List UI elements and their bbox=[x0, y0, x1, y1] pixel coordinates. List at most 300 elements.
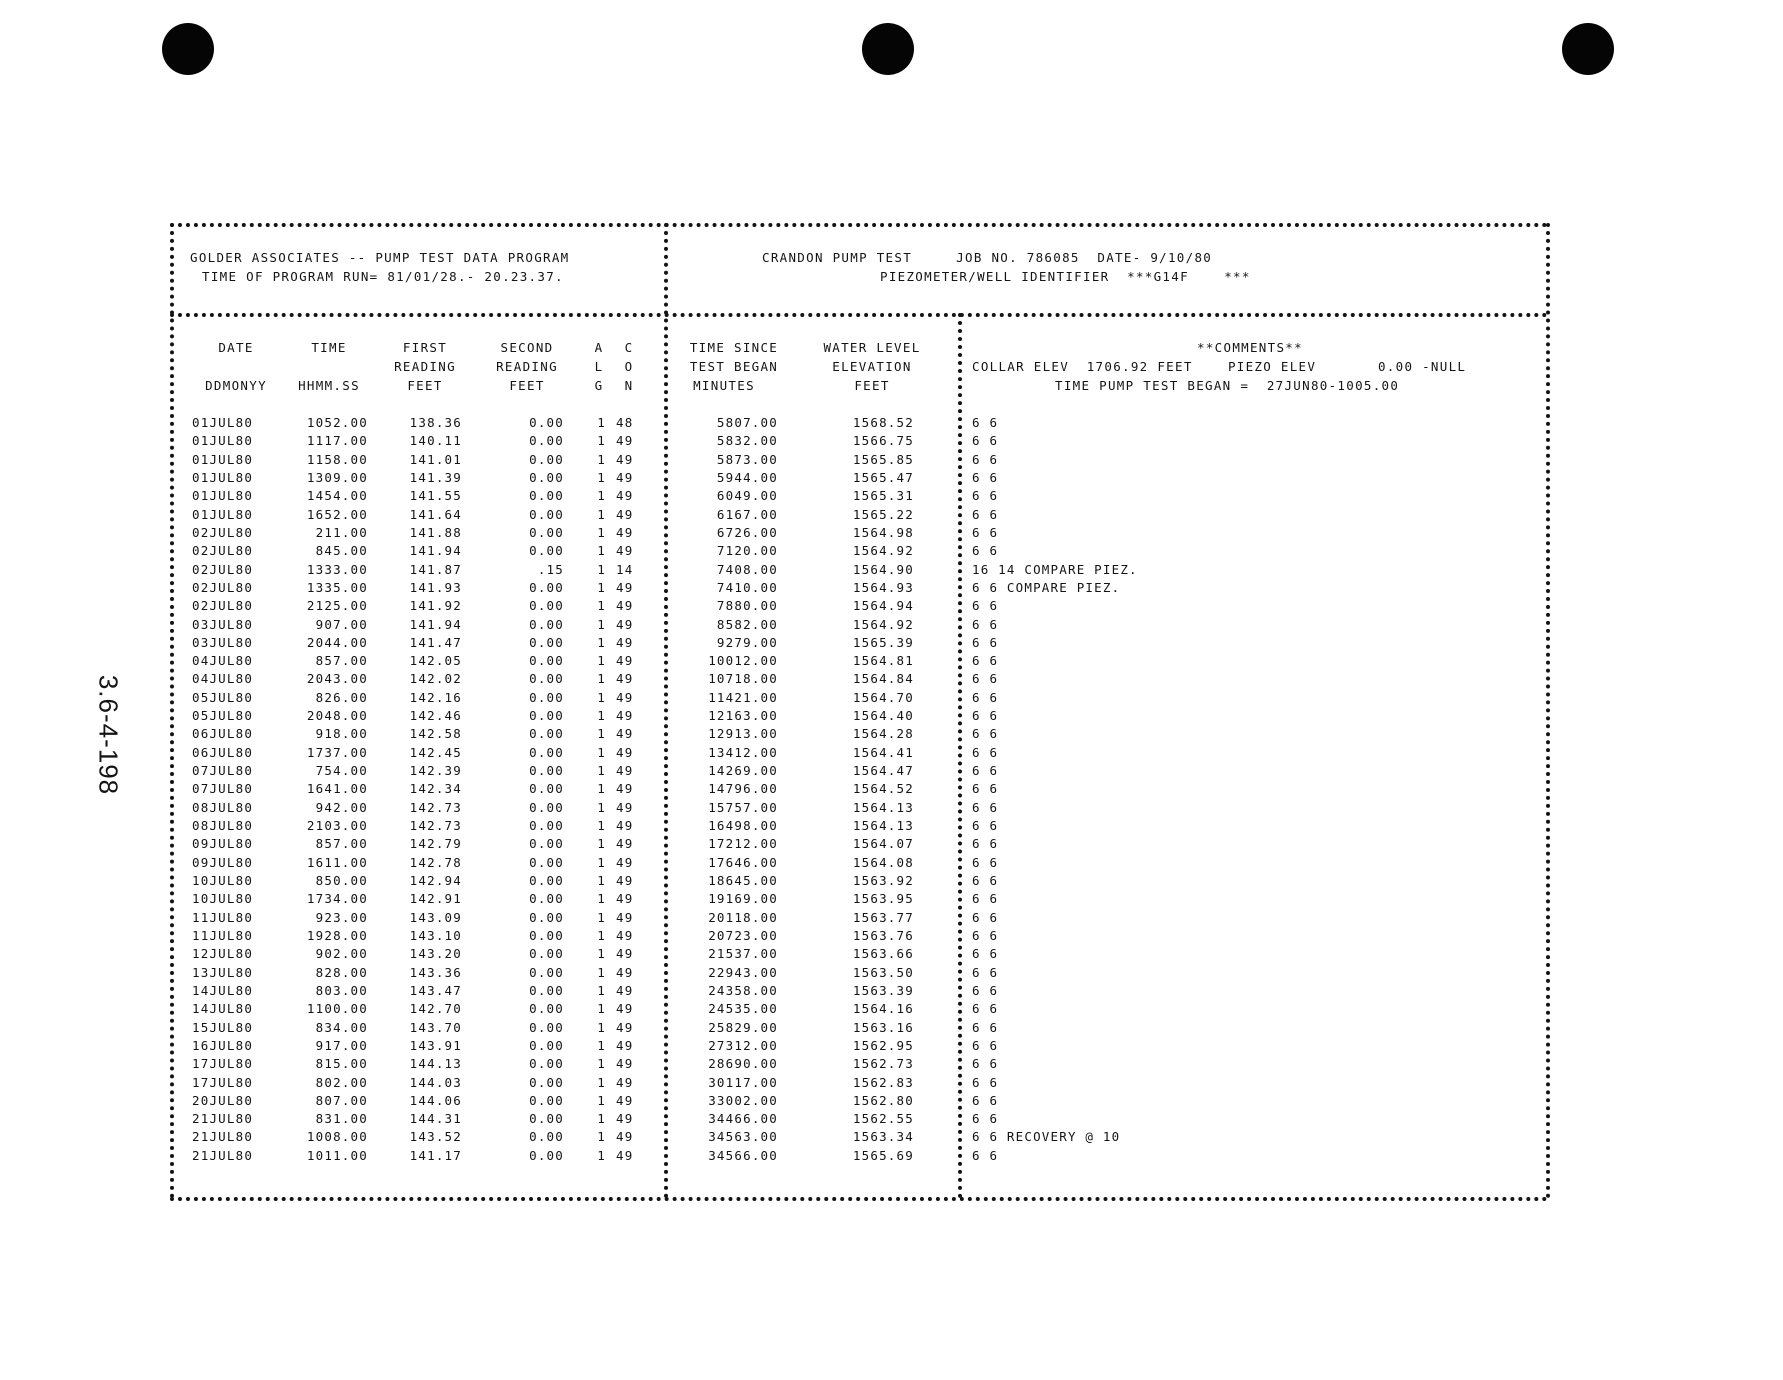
table-row bbox=[188, 800, 1528, 815]
cell-con: 49 bbox=[616, 799, 634, 815]
cell-comment: 6 6 bbox=[972, 1074, 999, 1090]
pump-test-start: TIME PUMP TEST BEGAN = 27JUN80-1005.00 bbox=[1055, 378, 1400, 393]
table-row bbox=[188, 671, 1528, 686]
cell-con: 49 bbox=[616, 763, 634, 779]
cell-second-reading: 0.00 bbox=[529, 634, 564, 650]
header-divider bbox=[170, 313, 1548, 317]
cell-first-reading: 140.11 bbox=[409, 433, 462, 449]
cell-date: 14JUL80 bbox=[192, 982, 254, 998]
cell-second-reading: 0.00 bbox=[529, 1056, 564, 1072]
cell-first-reading: 138.36 bbox=[409, 415, 462, 430]
cell-time-since: 12913.00 bbox=[708, 726, 778, 742]
cell-date: 06JUL80 bbox=[192, 744, 254, 760]
cell-comment: 6 6 bbox=[972, 818, 999, 834]
table-row bbox=[188, 653, 1528, 668]
table-row bbox=[188, 1111, 1528, 1126]
cell-time: 923.00 bbox=[315, 909, 368, 925]
cell-first-reading: 143.20 bbox=[409, 946, 462, 962]
frame-top-border bbox=[170, 223, 1548, 227]
cell-time-since: 12163.00 bbox=[708, 708, 778, 724]
cell-elevation: 1565.39 bbox=[852, 634, 914, 650]
table-row bbox=[188, 1075, 1528, 1090]
cell-time: 857.00 bbox=[315, 653, 368, 669]
cell-alg: 1 bbox=[597, 689, 606, 705]
cell-con: 49 bbox=[616, 1019, 634, 1035]
cell-time: 1158.00 bbox=[306, 451, 368, 467]
table-row bbox=[188, 452, 1528, 467]
table-row bbox=[188, 635, 1528, 650]
cell-time: 1309.00 bbox=[306, 469, 368, 485]
cell-first-reading: 143.36 bbox=[409, 964, 462, 980]
frame-bottom-border bbox=[170, 1197, 1548, 1201]
cell-first-reading: 143.91 bbox=[409, 1037, 462, 1053]
cell-time: 1928.00 bbox=[306, 927, 368, 943]
cell-date: 09JUL80 bbox=[192, 836, 254, 852]
cell-first-reading: 142.70 bbox=[409, 1001, 462, 1017]
cell-elevation: 1564.07 bbox=[852, 836, 914, 852]
table-row bbox=[188, 763, 1528, 778]
cell-con: 49 bbox=[616, 982, 634, 998]
cell-comment: 6 6 bbox=[972, 1001, 999, 1017]
cell-comment: 6 6 bbox=[972, 909, 999, 925]
cell-time: 917.00 bbox=[315, 1037, 368, 1053]
cell-elevation: 1562.80 bbox=[852, 1092, 914, 1108]
cell-con: 49 bbox=[616, 524, 634, 540]
cell-first-reading: 142.02 bbox=[409, 671, 462, 687]
cell-con: 49 bbox=[616, 598, 634, 614]
cell-alg: 1 bbox=[597, 671, 606, 687]
cell-first-reading: 141.92 bbox=[409, 598, 462, 614]
cell-elevation: 1563.92 bbox=[852, 873, 914, 888]
cell-time-since: 24358.00 bbox=[708, 982, 778, 998]
col-date-header-1: DATE bbox=[218, 340, 254, 355]
table-row bbox=[188, 543, 1528, 558]
cell-alg: 1 bbox=[597, 982, 606, 998]
cell-time: 802.00 bbox=[315, 1074, 368, 1090]
cell-elevation: 1564.84 bbox=[852, 671, 914, 687]
table-row bbox=[188, 507, 1528, 522]
cell-con: 49 bbox=[616, 854, 634, 870]
cell-time: 807.00 bbox=[315, 1092, 368, 1108]
cell-time-since: 33002.00 bbox=[708, 1092, 778, 1108]
cell-second-reading: 0.00 bbox=[529, 653, 564, 669]
cell-time-since: 8582.00 bbox=[716, 616, 778, 632]
cell-elevation: 1564.47 bbox=[852, 763, 914, 779]
cell-con: 49 bbox=[616, 616, 634, 632]
cell-comment: 6 6 bbox=[972, 433, 999, 449]
cell-first-reading: 143.47 bbox=[409, 982, 462, 998]
cell-alg: 1 bbox=[597, 836, 606, 852]
cell-comment: 6 6 bbox=[972, 854, 999, 870]
table-row bbox=[188, 708, 1528, 723]
cell-alg: 1 bbox=[597, 1074, 606, 1090]
table-row bbox=[188, 690, 1528, 705]
cell-comment: 6 6 bbox=[972, 616, 999, 632]
cell-comment: 6 6 bbox=[972, 946, 999, 962]
cell-con: 49 bbox=[616, 689, 634, 705]
cell-date: 21JUL80 bbox=[192, 1147, 254, 1163]
cell-time: 918.00 bbox=[315, 726, 368, 742]
col-since-header-1: TIME SINCE bbox=[689, 340, 779, 355]
cell-con: 49 bbox=[616, 488, 634, 504]
cell-second-reading: 0.00 bbox=[529, 671, 564, 687]
cell-time: 834.00 bbox=[315, 1019, 368, 1035]
cell-first-reading: 142.94 bbox=[409, 873, 462, 888]
cell-con: 49 bbox=[616, 1037, 634, 1053]
cell-con: 49 bbox=[616, 543, 634, 559]
table-row bbox=[188, 1020, 1528, 1035]
cell-time-since: 11421.00 bbox=[708, 689, 778, 705]
cell-second-reading: 0.00 bbox=[529, 891, 564, 907]
table-row bbox=[188, 562, 1528, 577]
cell-comment: 6 6 bbox=[972, 1111, 999, 1127]
cell-con: 49 bbox=[616, 927, 634, 943]
cell-elevation: 1563.16 bbox=[852, 1019, 914, 1035]
cell-alg: 1 bbox=[597, 726, 606, 742]
cell-time: 1737.00 bbox=[306, 744, 368, 760]
cell-second-reading: 0.00 bbox=[529, 818, 564, 834]
col-second-header-3: FEET bbox=[509, 378, 545, 393]
cell-alg: 1 bbox=[597, 1001, 606, 1017]
table-row bbox=[188, 580, 1528, 595]
cell-date: 06JUL80 bbox=[192, 726, 254, 742]
cell-time-since: 6726.00 bbox=[716, 524, 778, 540]
col-time-header-1: TIME bbox=[311, 340, 347, 355]
cell-first-reading: 142.39 bbox=[409, 763, 462, 779]
cell-comment: 6 6 bbox=[972, 726, 999, 742]
table-row bbox=[188, 1093, 1528, 1108]
cell-con: 49 bbox=[616, 634, 634, 650]
cell-con: 14 bbox=[616, 561, 634, 577]
cell-second-reading: 0.00 bbox=[529, 836, 564, 852]
cell-alg: 1 bbox=[597, 561, 606, 577]
cell-comment: 6 6 bbox=[972, 836, 999, 852]
cell-comment: 6 6 bbox=[972, 1147, 999, 1163]
cell-time-since: 13412.00 bbox=[708, 744, 778, 760]
cell-alg: 1 bbox=[597, 1019, 606, 1035]
cell-second-reading: 0.00 bbox=[529, 946, 564, 962]
cell-alg: 1 bbox=[597, 744, 606, 760]
table-row bbox=[188, 415, 1528, 430]
cell-alg: 1 bbox=[597, 799, 606, 815]
cell-time-since: 10718.00 bbox=[708, 671, 778, 687]
table-row bbox=[188, 836, 1528, 851]
cell-time-since: 6167.00 bbox=[716, 506, 778, 522]
cell-con: 49 bbox=[616, 726, 634, 742]
cell-first-reading: 141.17 bbox=[409, 1147, 462, 1163]
cell-time-since: 5807.00 bbox=[716, 415, 778, 430]
cell-second-reading: 0.00 bbox=[529, 763, 564, 779]
col-elev-header-1: WATER LEVEL bbox=[823, 340, 921, 355]
cell-first-reading: 142.05 bbox=[409, 653, 462, 669]
piezometer-identifier: PIEZOMETER/WELL IDENTIFIER ***G14F *** bbox=[880, 269, 1251, 284]
cell-time: 1100.00 bbox=[306, 1001, 368, 1017]
cell-second-reading: 0.00 bbox=[529, 415, 564, 430]
cell-second-reading: 0.00 bbox=[529, 964, 564, 980]
cell-con: 49 bbox=[616, 891, 634, 907]
col-alg-header-2: L bbox=[594, 359, 604, 374]
cell-time: 1611.00 bbox=[306, 854, 368, 870]
cell-second-reading: 0.00 bbox=[529, 1037, 564, 1053]
cell-con: 49 bbox=[616, 1111, 634, 1127]
cell-comment: 6 6 bbox=[972, 927, 999, 943]
cell-comment: 6 6 bbox=[972, 689, 999, 705]
cell-comment: 6 6 bbox=[972, 1019, 999, 1035]
col-elev-header-2: ELEVATION bbox=[832, 359, 912, 374]
cell-comment: 6 6 bbox=[972, 634, 999, 650]
cell-alg: 1 bbox=[597, 818, 606, 834]
cell-elevation: 1564.08 bbox=[852, 854, 914, 870]
cell-second-reading: .15 bbox=[537, 561, 564, 577]
cell-date: 01JUL80 bbox=[192, 506, 254, 522]
cell-first-reading: 142.16 bbox=[409, 689, 462, 705]
cell-elevation: 1563.34 bbox=[852, 1129, 914, 1145]
cell-first-reading: 142.45 bbox=[409, 744, 462, 760]
cell-time-since: 34566.00 bbox=[708, 1147, 778, 1163]
cell-date: 01JUL80 bbox=[192, 469, 254, 485]
cell-second-reading: 0.00 bbox=[529, 1001, 564, 1017]
table-row bbox=[188, 928, 1528, 943]
cell-con: 49 bbox=[616, 909, 634, 925]
col-con-header-3: N bbox=[624, 378, 634, 393]
cell-first-reading: 141.55 bbox=[409, 488, 462, 504]
col-second-header-2: READING bbox=[496, 359, 558, 374]
cell-time: 2125.00 bbox=[306, 598, 368, 614]
cell-date: 09JUL80 bbox=[192, 854, 254, 870]
cell-first-reading: 141.01 bbox=[409, 451, 462, 467]
cell-elevation: 1565.47 bbox=[852, 469, 914, 485]
col-time-header-3: HHMM.SS bbox=[298, 378, 360, 393]
col-first-header-3: FEET bbox=[407, 378, 443, 393]
cell-comment: 16 14 COMPARE PIEZ. bbox=[972, 561, 1138, 577]
comments-title: **COMMENTS** bbox=[1197, 340, 1303, 355]
cell-time: 902.00 bbox=[315, 946, 368, 962]
cell-date: 02JUL80 bbox=[192, 524, 254, 540]
cell-comment: 6 6 bbox=[972, 891, 999, 907]
cell-date: 14JUL80 bbox=[192, 1001, 254, 1017]
cell-time-since: 22943.00 bbox=[708, 964, 778, 980]
cell-elevation: 1564.94 bbox=[852, 598, 914, 614]
cell-first-reading: 144.06 bbox=[409, 1092, 462, 1108]
cell-alg: 1 bbox=[597, 708, 606, 724]
report-title: GOLDER ASSOCIATES -- PUMP TEST DATA PROGRAM bbox=[190, 250, 570, 265]
table-row bbox=[188, 598, 1528, 613]
cell-first-reading: 144.31 bbox=[409, 1111, 462, 1127]
cell-con: 49 bbox=[616, 964, 634, 980]
cell-comment: 6 6 bbox=[972, 543, 999, 559]
cell-comment: 6 6 bbox=[972, 598, 999, 614]
cell-con: 49 bbox=[616, 1129, 634, 1145]
cell-time-since: 34563.00 bbox=[708, 1129, 778, 1145]
cell-first-reading: 142.58 bbox=[409, 726, 462, 742]
frame-left-border bbox=[170, 223, 174, 1199]
cell-second-reading: 0.00 bbox=[529, 1147, 564, 1163]
cell-comment: 6 6 bbox=[972, 873, 999, 888]
cell-date: 08JUL80 bbox=[192, 818, 254, 834]
cell-second-reading: 0.00 bbox=[529, 1092, 564, 1108]
table-row bbox=[188, 745, 1528, 760]
cell-time: 1333.00 bbox=[306, 561, 368, 577]
table-row bbox=[188, 488, 1528, 503]
cell-elevation: 1563.77 bbox=[852, 909, 914, 925]
cell-second-reading: 0.00 bbox=[529, 799, 564, 815]
cell-alg: 1 bbox=[597, 616, 606, 632]
cell-elevation: 1563.50 bbox=[852, 964, 914, 980]
cell-time-since: 14796.00 bbox=[708, 781, 778, 797]
col-alg-header-1: A bbox=[594, 340, 604, 355]
cell-second-reading: 0.00 bbox=[529, 854, 564, 870]
cell-alg: 1 bbox=[597, 1129, 606, 1145]
cell-time-since: 17646.00 bbox=[708, 854, 778, 870]
cell-first-reading: 141.64 bbox=[409, 506, 462, 522]
cell-time-since: 17212.00 bbox=[708, 836, 778, 852]
cell-date: 05JUL80 bbox=[192, 689, 254, 705]
cell-time: 2044.00 bbox=[306, 634, 368, 650]
cell-time-since: 7410.00 bbox=[716, 579, 778, 595]
cell-second-reading: 0.00 bbox=[529, 744, 564, 760]
cell-date: 01JUL80 bbox=[192, 451, 254, 467]
cell-date: 21JUL80 bbox=[192, 1111, 254, 1127]
cell-date: 02JUL80 bbox=[192, 561, 254, 577]
cell-time: 1734.00 bbox=[306, 891, 368, 907]
cell-time: 1117.00 bbox=[306, 433, 368, 449]
punch-hole bbox=[862, 23, 914, 75]
table-row bbox=[188, 965, 1528, 980]
cell-con: 49 bbox=[616, 781, 634, 797]
cell-alg: 1 bbox=[597, 524, 606, 540]
cell-date: 12JUL80 bbox=[192, 946, 254, 962]
cell-alg: 1 bbox=[597, 415, 606, 430]
cell-time-since: 20723.00 bbox=[708, 927, 778, 943]
cell-first-reading: 141.39 bbox=[409, 469, 462, 485]
cell-first-reading: 141.87 bbox=[409, 561, 462, 577]
col-second-header-1: SECOND bbox=[500, 340, 554, 355]
cell-elevation: 1563.39 bbox=[852, 982, 914, 998]
project-title: CRANDON PUMP TEST JOB NO. 786085 DATE- 9/10/80 bbox=[762, 250, 1213, 265]
cell-time-since: 20118.00 bbox=[708, 909, 778, 925]
cell-time-since: 16498.00 bbox=[708, 818, 778, 834]
cell-elevation: 1565.31 bbox=[852, 488, 914, 504]
table-row bbox=[188, 1001, 1528, 1016]
cell-alg: 1 bbox=[597, 634, 606, 650]
cell-elevation: 1562.83 bbox=[852, 1074, 914, 1090]
cell-elevation: 1564.93 bbox=[852, 579, 914, 595]
cell-second-reading: 0.00 bbox=[529, 1074, 564, 1090]
cell-con: 49 bbox=[616, 469, 634, 485]
cell-con: 49 bbox=[616, 873, 634, 888]
cell-date: 16JUL80 bbox=[192, 1037, 254, 1053]
cell-time: 2043.00 bbox=[306, 671, 368, 687]
cell-alg: 1 bbox=[597, 946, 606, 962]
cell-time-since: 18645.00 bbox=[708, 873, 778, 888]
col-since-header-2: TEST BEGAN bbox=[689, 359, 779, 374]
cell-time: 831.00 bbox=[315, 1111, 368, 1127]
cell-time: 2103.00 bbox=[306, 818, 368, 834]
cell-time-since: 14269.00 bbox=[708, 763, 778, 779]
cell-elevation: 1564.13 bbox=[852, 818, 914, 834]
cell-time: 1011.00 bbox=[306, 1147, 368, 1163]
cell-con: 48 bbox=[616, 415, 634, 430]
cell-time-since: 7408.00 bbox=[716, 561, 778, 577]
cell-time-since: 6049.00 bbox=[716, 488, 778, 504]
cell-second-reading: 0.00 bbox=[529, 451, 564, 467]
cell-date: 17JUL80 bbox=[192, 1056, 254, 1072]
table-row bbox=[188, 433, 1528, 448]
table-row bbox=[188, 525, 1528, 540]
cell-time-since: 19169.00 bbox=[708, 891, 778, 907]
cell-time: 828.00 bbox=[315, 964, 368, 980]
cell-second-reading: 0.00 bbox=[529, 579, 564, 595]
col-con-header-2: O bbox=[624, 359, 634, 374]
cell-time: 826.00 bbox=[315, 689, 368, 705]
cell-time: 850.00 bbox=[315, 873, 368, 888]
cell-date: 11JUL80 bbox=[192, 909, 254, 925]
cell-time-since: 15757.00 bbox=[708, 799, 778, 815]
cell-elevation: 1564.98 bbox=[852, 524, 914, 540]
cell-date: 01JUL80 bbox=[192, 415, 254, 430]
cell-elevation: 1563.95 bbox=[852, 891, 914, 907]
cell-second-reading: 0.00 bbox=[529, 982, 564, 998]
cell-time: 815.00 bbox=[315, 1056, 368, 1072]
cell-second-reading: 0.00 bbox=[529, 524, 564, 540]
cell-time-since: 28690.00 bbox=[708, 1056, 778, 1072]
cell-con: 49 bbox=[616, 451, 634, 467]
cell-alg: 1 bbox=[597, 488, 606, 504]
cell-time: 1652.00 bbox=[306, 506, 368, 522]
cell-comment: 6 6 bbox=[972, 964, 999, 980]
cell-time-since: 5832.00 bbox=[716, 433, 778, 449]
col-first-header-2: READING bbox=[394, 359, 456, 374]
cell-date: 01JUL80 bbox=[192, 488, 254, 504]
page-number-label: 3.6-4-198 bbox=[93, 674, 124, 796]
punch-hole bbox=[1562, 23, 1614, 75]
cell-time: 1052.00 bbox=[306, 415, 368, 430]
cell-second-reading: 0.00 bbox=[529, 781, 564, 797]
cell-first-reading: 143.09 bbox=[409, 909, 462, 925]
cell-elevation: 1565.85 bbox=[852, 451, 914, 467]
cell-time-since: 10012.00 bbox=[708, 653, 778, 669]
cell-first-reading: 144.03 bbox=[409, 1074, 462, 1090]
cell-first-reading: 143.10 bbox=[409, 927, 462, 943]
cell-time: 1335.00 bbox=[306, 579, 368, 595]
cell-date: 03JUL80 bbox=[192, 616, 254, 632]
cell-second-reading: 0.00 bbox=[529, 1019, 564, 1035]
cell-date: 10JUL80 bbox=[192, 891, 254, 907]
cell-con: 49 bbox=[616, 1056, 634, 1072]
cell-alg: 1 bbox=[597, 579, 606, 595]
cell-date: 11JUL80 bbox=[192, 927, 254, 943]
cell-con: 49 bbox=[616, 433, 634, 449]
table-row bbox=[188, 983, 1528, 998]
cell-date: 07JUL80 bbox=[192, 763, 254, 779]
col-con-header-1: C bbox=[624, 340, 634, 355]
cell-elevation: 1564.90 bbox=[852, 561, 914, 577]
cell-first-reading: 142.46 bbox=[409, 708, 462, 724]
cell-second-reading: 0.00 bbox=[529, 873, 564, 888]
cell-elevation: 1564.16 bbox=[852, 1001, 914, 1017]
collar-elevation: COLLAR ELEV 1706.92 FEET PIEZO ELEV 0.00 -NULL bbox=[972, 359, 1467, 374]
cell-con: 49 bbox=[616, 708, 634, 724]
cell-time: 845.00 bbox=[315, 543, 368, 559]
cell-alg: 1 bbox=[597, 433, 606, 449]
cell-date: 10JUL80 bbox=[192, 873, 254, 888]
cell-elevation: 1564.13 bbox=[852, 799, 914, 815]
cell-elevation: 1562.95 bbox=[852, 1037, 914, 1053]
cell-date: 20JUL80 bbox=[192, 1092, 254, 1108]
cell-elevation: 1564.52 bbox=[852, 781, 914, 797]
cell-comment: 6 6 bbox=[972, 763, 999, 779]
cell-elevation: 1564.81 bbox=[852, 653, 914, 669]
